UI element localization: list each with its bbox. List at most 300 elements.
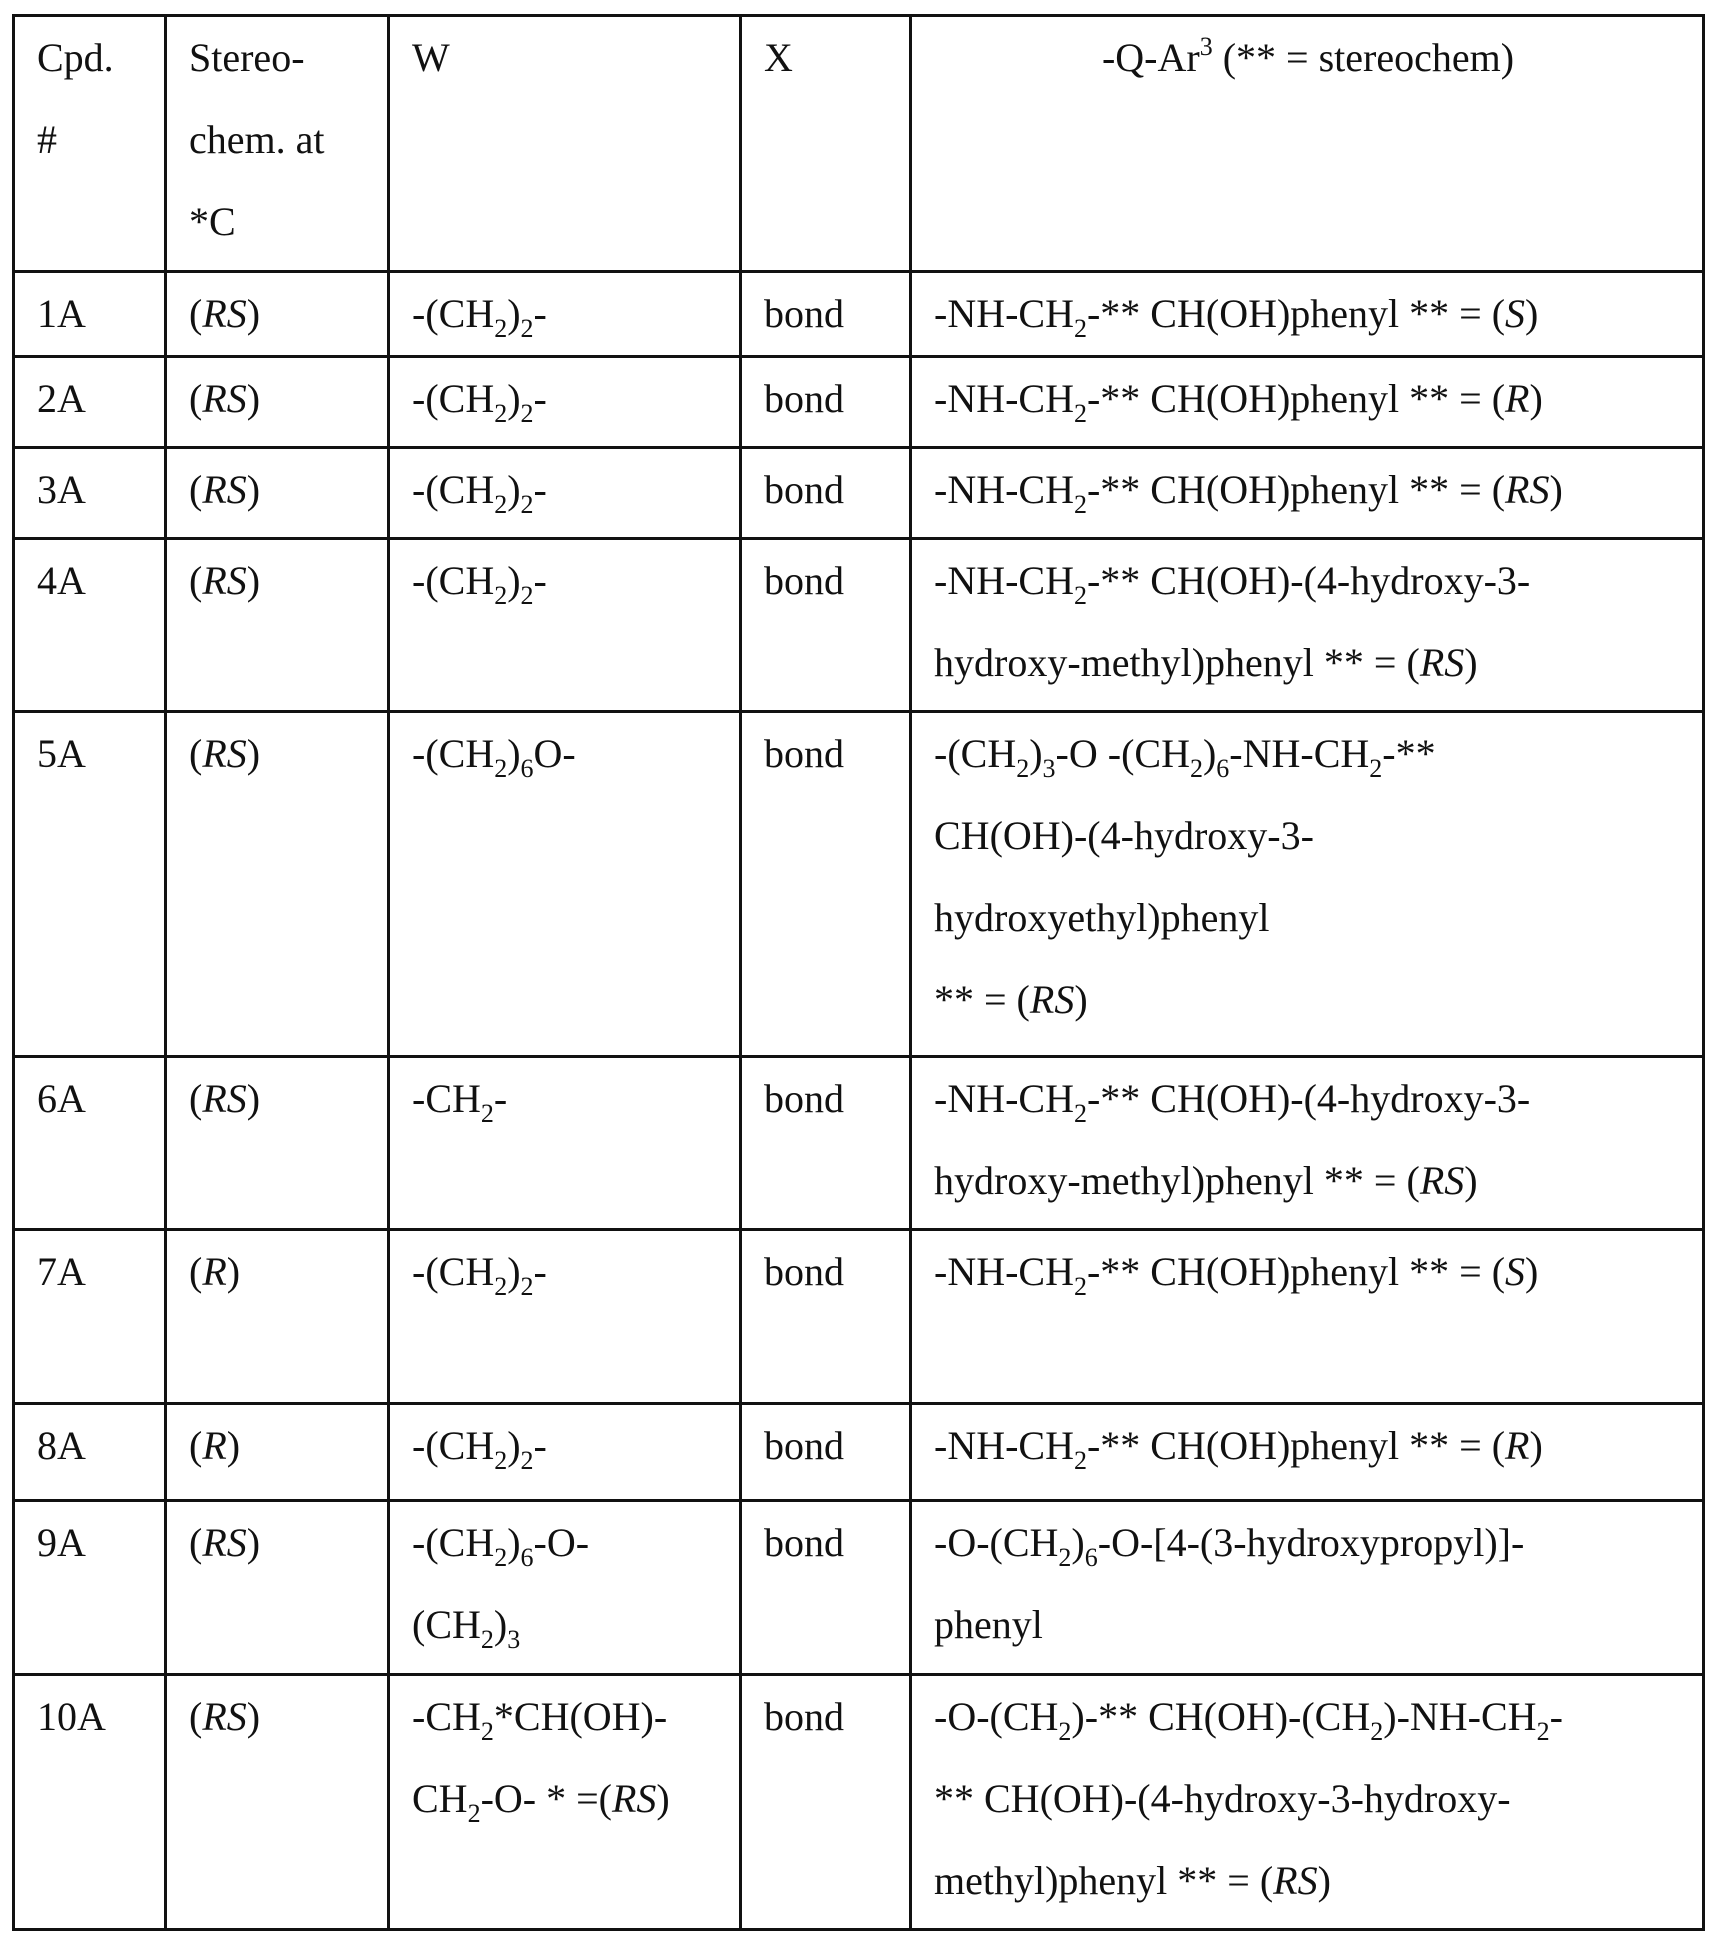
subscript: 2 xyxy=(1190,754,1203,783)
text-segment: ) xyxy=(1529,376,1542,421)
text-segment: bond xyxy=(764,467,844,512)
text-segment: ( xyxy=(189,467,202,512)
text-segment: - xyxy=(534,1423,547,1468)
header-cpd xyxy=(14,16,166,272)
text-segment: ) xyxy=(507,1249,520,1294)
subscript: 2 xyxy=(1074,399,1087,428)
text-segment: CH(OH)-(4-hydroxy-3- xyxy=(934,813,1314,858)
text-line xyxy=(412,1231,719,1313)
text-segment: -(CH xyxy=(412,467,494,512)
text-line xyxy=(189,449,367,531)
italic-text: R xyxy=(202,1249,226,1294)
text-line xyxy=(37,1405,144,1487)
subscript: 2 xyxy=(1058,1717,1071,1746)
text-segment: -O-(CH xyxy=(934,1520,1058,1565)
text-segment: chem. at xyxy=(189,117,325,162)
table-row xyxy=(14,712,1704,1057)
text-segment: hydroxyethyl)phenyl xyxy=(934,895,1270,940)
header-x xyxy=(741,16,911,272)
italic-text: RS xyxy=(202,558,246,603)
text-segment: ) xyxy=(247,1076,260,1121)
text-segment: ( xyxy=(189,376,202,421)
subscript: 2 xyxy=(494,490,507,519)
text-segment: bond xyxy=(764,291,844,336)
text-line xyxy=(934,358,1682,440)
table-row xyxy=(14,1501,1704,1675)
subscript: 2 xyxy=(1074,1272,1087,1301)
text-line xyxy=(37,358,144,440)
text-line xyxy=(934,273,1682,355)
header-stereochem xyxy=(166,16,389,272)
text-segment: -O-[4-(3-hydroxypropyl)]- xyxy=(1098,1520,1525,1565)
italic-text: RS xyxy=(202,291,246,336)
text-segment: ( xyxy=(189,558,202,603)
text-segment: ) xyxy=(1464,640,1477,685)
cell-q-ar3 xyxy=(911,712,1704,1057)
italic-text: RS xyxy=(612,1776,656,1821)
text-segment: -O- xyxy=(534,1520,590,1565)
text-segment: ) xyxy=(507,291,520,336)
text-line xyxy=(764,17,889,99)
text-segment: -** CH(OH)-(4-hydroxy-3- xyxy=(1087,558,1530,603)
text-segment: bond xyxy=(764,731,844,776)
text-segment: ) xyxy=(247,1694,260,1739)
text-line xyxy=(412,1584,719,1666)
table-row xyxy=(14,272,1704,357)
subscript: 2 xyxy=(494,314,507,343)
text-segment: bond xyxy=(764,376,844,421)
cell-w xyxy=(389,1501,741,1675)
cell-x xyxy=(741,539,911,712)
cell-x xyxy=(741,1057,911,1230)
table-row xyxy=(14,1230,1704,1404)
text-segment: 9A xyxy=(37,1520,86,1565)
subscript: 2 xyxy=(481,1717,494,1746)
text-line xyxy=(764,540,889,622)
text-segment: -NH-CH xyxy=(934,291,1074,336)
superscript: 3 xyxy=(1200,32,1213,61)
text-line xyxy=(764,1676,889,1758)
text-segment: 4A xyxy=(37,558,86,603)
header-w xyxy=(389,16,741,272)
subscript: 6 xyxy=(521,1543,534,1572)
subscript: 2 xyxy=(494,1272,507,1301)
cell-q-ar3 xyxy=(911,272,1704,357)
subscript: 2 xyxy=(1074,1099,1087,1128)
text-segment: -O- * =( xyxy=(481,1776,612,1821)
cell-w xyxy=(389,1675,741,1930)
text-line xyxy=(189,1058,367,1140)
text-segment: ** CH(OH)-(4-hydroxy-3-hydroxy- xyxy=(934,1776,1511,1821)
cell-q-ar3 xyxy=(911,357,1704,448)
text-segment: ) xyxy=(227,1423,240,1468)
cell-q-ar3 xyxy=(911,1057,1704,1230)
text-segment: 2A xyxy=(37,376,86,421)
text-segment: bond xyxy=(764,1076,844,1121)
text-segment: ) xyxy=(507,1520,520,1565)
text-segment: *CH(OH)- xyxy=(494,1694,667,1739)
text-line xyxy=(189,1231,367,1313)
text-line xyxy=(189,713,367,795)
text-segment: ** = ( xyxy=(934,977,1030,1022)
cell-cpd xyxy=(14,1404,166,1501)
text-segment: ) xyxy=(247,558,260,603)
text-segment: ) xyxy=(1525,1249,1538,1294)
text-line xyxy=(934,795,1682,877)
text-segment: X xyxy=(764,35,793,80)
text-line xyxy=(189,17,367,99)
italic-text: R xyxy=(1505,1423,1529,1468)
subscript: 2 xyxy=(494,1543,507,1572)
text-segment: -** CH(OH)phenyl ** = ( xyxy=(1087,467,1505,512)
subscript: 6 xyxy=(1216,754,1229,783)
text-segment: - xyxy=(534,376,547,421)
text-segment: 8A xyxy=(37,1423,86,1468)
text-segment: ) xyxy=(1549,467,1562,512)
cell-w xyxy=(389,1404,741,1501)
text-segment: - xyxy=(534,291,547,336)
text-line xyxy=(412,17,719,99)
text-line xyxy=(189,1676,367,1758)
text-segment: (CH xyxy=(412,1602,481,1647)
italic-text: R xyxy=(1505,376,1529,421)
subscript: 2 xyxy=(1074,1446,1087,1475)
text-line xyxy=(412,273,719,355)
text-segment: - xyxy=(494,1076,507,1121)
cell-x xyxy=(741,712,911,1057)
subscript: 6 xyxy=(521,754,534,783)
cell-cpd xyxy=(14,448,166,539)
text-line xyxy=(412,1758,719,1840)
cell-w xyxy=(389,272,741,357)
text-line xyxy=(764,273,889,355)
text-segment: ) xyxy=(1525,291,1538,336)
text-segment: 1A xyxy=(37,291,86,336)
subscript: 3 xyxy=(1043,754,1056,783)
text-segment: -(CH xyxy=(412,1423,494,1468)
text-segment: -(CH xyxy=(934,731,1016,776)
text-line xyxy=(764,1405,889,1487)
italic-text: RS xyxy=(1505,467,1549,512)
text-segment: ) xyxy=(507,731,520,776)
subscript: 3 xyxy=(507,1625,520,1654)
text-segment: bond xyxy=(764,558,844,603)
subscript: 6 xyxy=(1085,1543,1098,1572)
cell-cpd xyxy=(14,712,166,1057)
text-segment: ) xyxy=(1529,1423,1542,1468)
italic-text: RS xyxy=(1030,977,1074,1022)
text-line xyxy=(934,877,1682,959)
text-segment: ) xyxy=(1029,731,1042,776)
text-line xyxy=(934,622,1682,704)
cell-stereochem xyxy=(166,1230,389,1404)
text-segment: -NH-CH xyxy=(934,467,1074,512)
text-line xyxy=(412,1502,719,1584)
text-segment: 10A xyxy=(37,1694,106,1739)
text-line xyxy=(37,1231,144,1313)
text-segment: ) xyxy=(1318,1858,1331,1903)
cell-q-ar3 xyxy=(911,448,1704,539)
table-row xyxy=(14,448,1704,539)
text-line xyxy=(934,1405,1682,1487)
cell-q-ar3 xyxy=(911,539,1704,712)
cell-x xyxy=(741,1675,911,1930)
text-line xyxy=(37,449,144,531)
text-segment: -(CH xyxy=(412,376,494,421)
text-segment: ( xyxy=(189,1694,202,1739)
table-row xyxy=(14,1675,1704,1930)
text-segment: ) xyxy=(507,376,520,421)
text-line xyxy=(37,1676,144,1758)
text-segment: ) xyxy=(1074,977,1087,1022)
text-line xyxy=(412,1405,719,1487)
text-segment: ( xyxy=(189,291,202,336)
text-segment: )-NH-CH xyxy=(1383,1694,1536,1739)
text-line xyxy=(412,713,719,795)
text-segment: -(CH xyxy=(412,731,494,776)
text-segment: - xyxy=(534,1249,547,1294)
text-segment: )-** CH(OH)-(CH xyxy=(1071,1694,1370,1739)
text-segment: CH xyxy=(412,1776,468,1821)
text-line xyxy=(189,540,367,622)
text-segment: -(CH xyxy=(412,1249,494,1294)
text-line xyxy=(189,1502,367,1584)
cell-cpd xyxy=(14,1057,166,1230)
text-line xyxy=(764,1502,889,1584)
text-segment: -NH-CH xyxy=(934,1249,1074,1294)
subscript: 2 xyxy=(521,581,534,610)
text-line xyxy=(934,1502,1682,1584)
text-segment: 3A xyxy=(37,467,86,512)
subscript: 2 xyxy=(1016,754,1029,783)
cell-stereochem xyxy=(166,357,389,448)
text-line xyxy=(412,1058,719,1140)
text-segment: bond xyxy=(764,1694,844,1739)
subscript: 2 xyxy=(521,314,534,343)
text-segment: 6A xyxy=(37,1076,86,1121)
cell-w xyxy=(389,1230,741,1404)
subscript: 2 xyxy=(1537,1717,1550,1746)
italic-text: RS xyxy=(1273,1858,1317,1903)
subscript: 2 xyxy=(521,490,534,519)
text-segment: -** CH(OH)phenyl ** = ( xyxy=(1087,1249,1505,1294)
italic-text: RS xyxy=(202,376,246,421)
italic-text: RS xyxy=(202,1520,246,1565)
text-segment: ) xyxy=(507,1423,520,1468)
subscript: 2 xyxy=(1370,1717,1383,1746)
subscript: 2 xyxy=(468,1799,481,1828)
text-line xyxy=(189,181,367,263)
text-segment: - xyxy=(534,558,547,603)
text-segment: -(CH xyxy=(412,1520,494,1565)
text-segment: hydroxy-methyl)phenyl ** = ( xyxy=(934,640,1420,685)
text-segment: -CH xyxy=(412,1076,481,1121)
text-segment: ) xyxy=(247,1520,260,1565)
table-row xyxy=(14,1057,1704,1230)
italic-text: RS xyxy=(1420,1158,1464,1203)
cell-stereochem xyxy=(166,1404,389,1501)
text-segment: -** CH(OH)-(4-hydroxy-3- xyxy=(1087,1076,1530,1121)
subscript: 2 xyxy=(494,1446,507,1475)
italic-text: RS xyxy=(202,731,246,776)
subscript: 2 xyxy=(494,399,507,428)
table-row xyxy=(14,357,1704,448)
subscript: 2 xyxy=(521,399,534,428)
text-line xyxy=(189,99,367,181)
cell-x xyxy=(741,1404,911,1501)
cell-w xyxy=(389,357,741,448)
text-segment: -O-(CH xyxy=(934,1694,1058,1739)
text-line xyxy=(764,449,889,531)
cell-cpd xyxy=(14,272,166,357)
cell-stereochem xyxy=(166,1057,389,1230)
text-line xyxy=(764,713,889,795)
text-segment: ( xyxy=(189,1249,202,1294)
text-segment: bond xyxy=(764,1423,844,1468)
cell-stereochem xyxy=(166,1501,389,1675)
text-segment: ( xyxy=(189,1423,202,1468)
cell-q-ar3 xyxy=(911,1501,1704,1675)
text-segment: hydroxy-methyl)phenyl ** = ( xyxy=(934,1158,1420,1203)
text-segment: ) xyxy=(507,558,520,603)
text-line xyxy=(934,959,1682,1041)
subscript: 2 xyxy=(1369,754,1382,783)
subscript: 2 xyxy=(1058,1543,1071,1572)
text-line xyxy=(934,1231,1682,1313)
text-line xyxy=(934,449,1682,531)
text-segment: O- xyxy=(534,731,576,776)
text-segment: ) xyxy=(1464,1158,1477,1203)
text-segment: -NH-CH xyxy=(934,1423,1074,1468)
text-segment: -NH-CH xyxy=(934,1076,1074,1121)
cell-stereochem xyxy=(166,1675,389,1930)
table-row xyxy=(14,1404,1704,1501)
text-segment: ( xyxy=(189,1520,202,1565)
cell-stereochem xyxy=(166,272,389,357)
text-segment: -** CH(OH)phenyl ** = ( xyxy=(1087,1423,1505,1468)
cell-w xyxy=(389,712,741,1057)
text-line xyxy=(37,540,144,622)
text-segment: phenyl xyxy=(934,1602,1043,1647)
text-segment: 5A xyxy=(37,731,86,776)
text-segment: -** CH(OH)phenyl ** = ( xyxy=(1087,376,1505,421)
subscript: 2 xyxy=(1074,581,1087,610)
text-segment: - xyxy=(534,467,547,512)
text-line xyxy=(934,1676,1682,1758)
subscript: 2 xyxy=(1074,490,1087,519)
cell-w xyxy=(389,1057,741,1230)
text-segment: methyl)phenyl ** = ( xyxy=(934,1858,1273,1903)
text-line xyxy=(764,1058,889,1140)
italic-text: RS xyxy=(1420,640,1464,685)
cell-q-ar3 xyxy=(911,1675,1704,1930)
cell-x xyxy=(741,1230,911,1404)
text-line xyxy=(934,713,1682,795)
cell-w xyxy=(389,448,741,539)
text-segment: *C xyxy=(189,199,236,244)
text-segment: ) xyxy=(247,291,260,336)
text-segment: (** = stereochem) xyxy=(1213,35,1514,80)
italic-text: R xyxy=(202,1423,226,1468)
cell-stereochem xyxy=(166,539,389,712)
text-line xyxy=(934,17,1682,99)
text-line xyxy=(189,358,367,440)
text-segment: # xyxy=(37,117,57,162)
subscript: 2 xyxy=(494,581,507,610)
italic-text: RS xyxy=(202,1694,246,1739)
text-segment: -NH-CH xyxy=(934,558,1074,603)
text-segment: -(CH xyxy=(412,291,494,336)
cell-x xyxy=(741,448,911,539)
italic-text: RS xyxy=(202,467,246,512)
cell-x xyxy=(741,357,911,448)
italic-text: S xyxy=(1505,291,1525,336)
subscript: 2 xyxy=(481,1625,494,1654)
text-line xyxy=(934,540,1682,622)
cell-x xyxy=(741,1501,911,1675)
text-segment: -(CH xyxy=(412,558,494,603)
subscript: 2 xyxy=(481,1099,494,1128)
text-segment: ) xyxy=(656,1776,669,1821)
text-line xyxy=(189,1405,367,1487)
subscript: 2 xyxy=(521,1272,534,1301)
text-segment: ) xyxy=(227,1249,240,1294)
cell-cpd xyxy=(14,539,166,712)
italic-text: RS xyxy=(202,1076,246,1121)
text-segment: ) xyxy=(247,467,260,512)
text-segment: - xyxy=(1550,1694,1563,1739)
text-segment: ) xyxy=(247,731,260,776)
text-line xyxy=(412,449,719,531)
text-line xyxy=(934,1584,1682,1666)
text-segment: ) xyxy=(1071,1520,1084,1565)
text-segment: W xyxy=(412,35,450,80)
text-line xyxy=(934,1840,1682,1922)
text-segment: -NH-CH xyxy=(934,376,1074,421)
text-segment: -** xyxy=(1382,731,1435,776)
cell-w xyxy=(389,539,741,712)
text-segment: 7A xyxy=(37,1249,86,1294)
cell-cpd xyxy=(14,1230,166,1404)
text-segment: ( xyxy=(189,1076,202,1121)
cell-cpd xyxy=(14,1501,166,1675)
cell-cpd xyxy=(14,1675,166,1930)
text-segment: ) xyxy=(494,1602,507,1647)
cell-stereochem xyxy=(166,712,389,1057)
text-segment: -** CH(OH)phenyl ** = ( xyxy=(1087,291,1505,336)
text-line xyxy=(37,273,144,355)
text-segment: bond xyxy=(764,1249,844,1294)
text-line xyxy=(934,1758,1682,1840)
subscript: 2 xyxy=(521,1446,534,1475)
compound-table xyxy=(12,14,1705,1931)
text-segment: -NH-CH xyxy=(1229,731,1369,776)
subscript: 2 xyxy=(494,754,507,783)
text-line xyxy=(764,1231,889,1313)
text-line xyxy=(412,358,719,440)
text-line xyxy=(412,540,719,622)
text-line xyxy=(764,358,889,440)
text-line xyxy=(934,1140,1682,1222)
cell-stereochem xyxy=(166,448,389,539)
text-line xyxy=(189,273,367,355)
text-segment: ( xyxy=(189,731,202,776)
header-q-ar3 xyxy=(911,16,1704,272)
cell-cpd xyxy=(14,357,166,448)
text-line xyxy=(412,1676,719,1758)
table-row xyxy=(14,539,1704,712)
cell-q-ar3 xyxy=(911,1230,1704,1404)
